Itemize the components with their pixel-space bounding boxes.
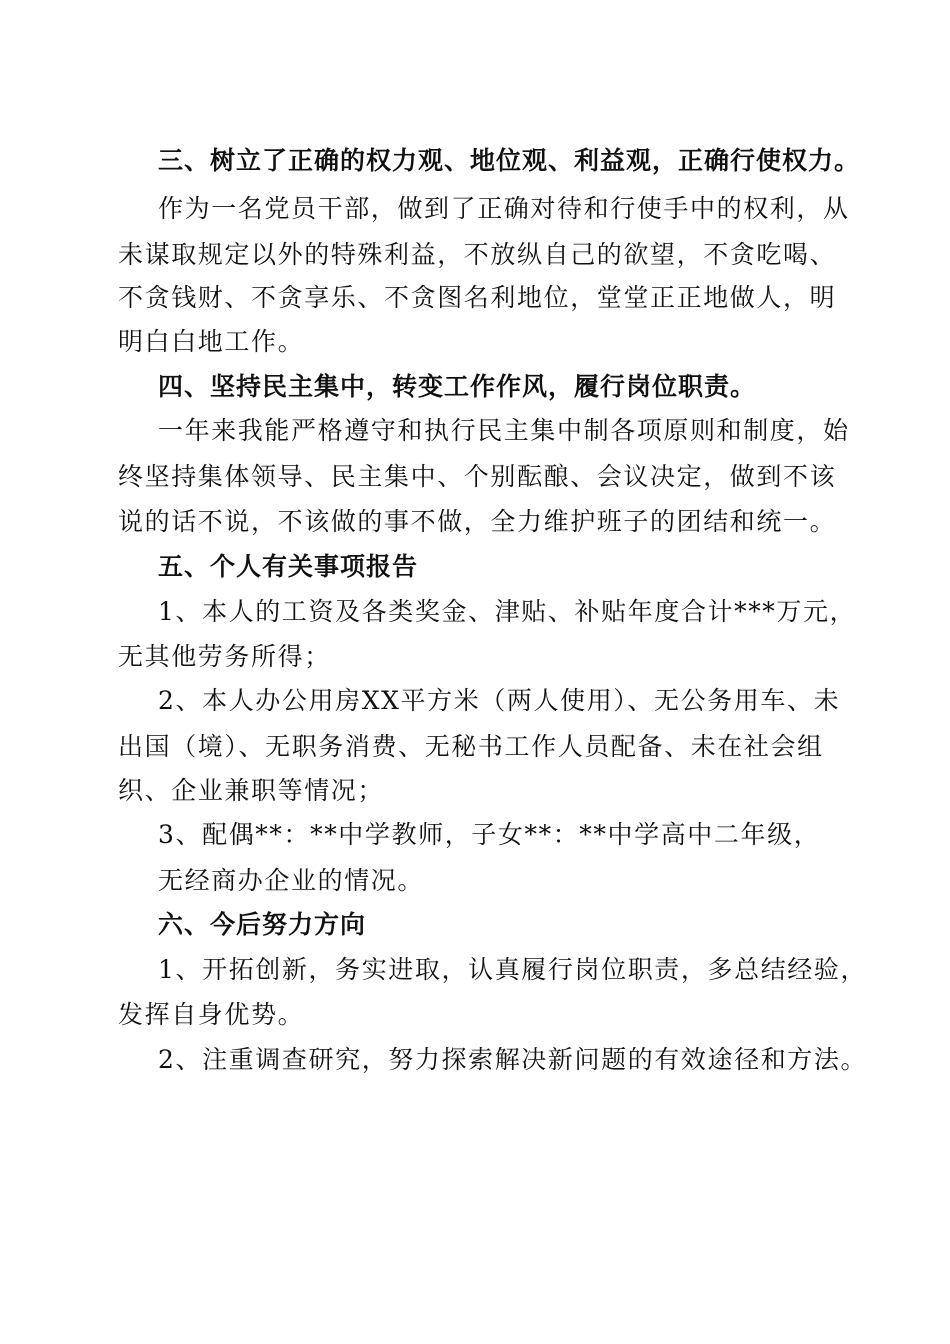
paragraph-line: 无经商办企业的情况。 — [158, 866, 425, 895]
paragraph-line: 2、注重调查研究，努力探索解决新问题的有效途径和方法。 — [158, 1045, 868, 1074]
paragraph-line: 3、配偶**：**中学教师，子女**：**中学高中二年级， — [158, 820, 821, 849]
paragraph-line: 发挥自身优势。 — [118, 1000, 305, 1029]
paragraph-line: 1、本人的工资及各类奖金、津贴、补贴年度合计***万元， — [158, 597, 857, 626]
section-heading: 六、今后努力方向 — [158, 910, 367, 939]
paragraph-line: 作为一名党员干部，做到了正确对待和行使手中的权利，从 — [158, 194, 850, 223]
paragraph-line: 2、本人办公用房XX平方米（两人使用）、无公务用车、未 — [158, 686, 841, 715]
paragraph-line: 说的话不说，不该做的事不做，全力维护班子的团结和统一。 — [118, 507, 837, 536]
paragraph-line: 出国（境）、无职务消费、无秘书工作人员配备、未在社会组 — [118, 732, 824, 761]
paragraph-line: 一年来我能严格遵守和执行民主集中制各项原则和制度，始 — [158, 416, 850, 445]
paragraph-line: 织、企业兼职等情况； — [118, 776, 385, 805]
paragraph-line: 1、开拓创新，务实进取，认真履行岗位职责，多总结经验， — [158, 955, 868, 984]
paragraph-line: 终坚持集体领导、民主集中、个别酝酿、会议决定，做到不该 — [118, 462, 837, 491]
section-heading: 五、个人有关事项报告 — [158, 552, 419, 581]
paragraph-line: 无其他劳务所得； — [118, 642, 331, 671]
section-heading: 四、坚持民主集中，转变工作作风，履行岗位职责。 — [158, 372, 757, 401]
paragraph-line: 未谋取规定以外的特殊利益，不放纵自己的欲望，不贪吃喝、 — [118, 240, 837, 269]
paragraph-line: 不贪钱财、不贪享乐、不贪图名利地位，堂堂正正地做人，明 — [118, 283, 837, 312]
section-heading: 三、树立了正确的权力观、地位观、利益观，正确行使权力。 — [158, 146, 861, 175]
paragraph-line: 明白白地工作。 — [118, 327, 305, 356]
